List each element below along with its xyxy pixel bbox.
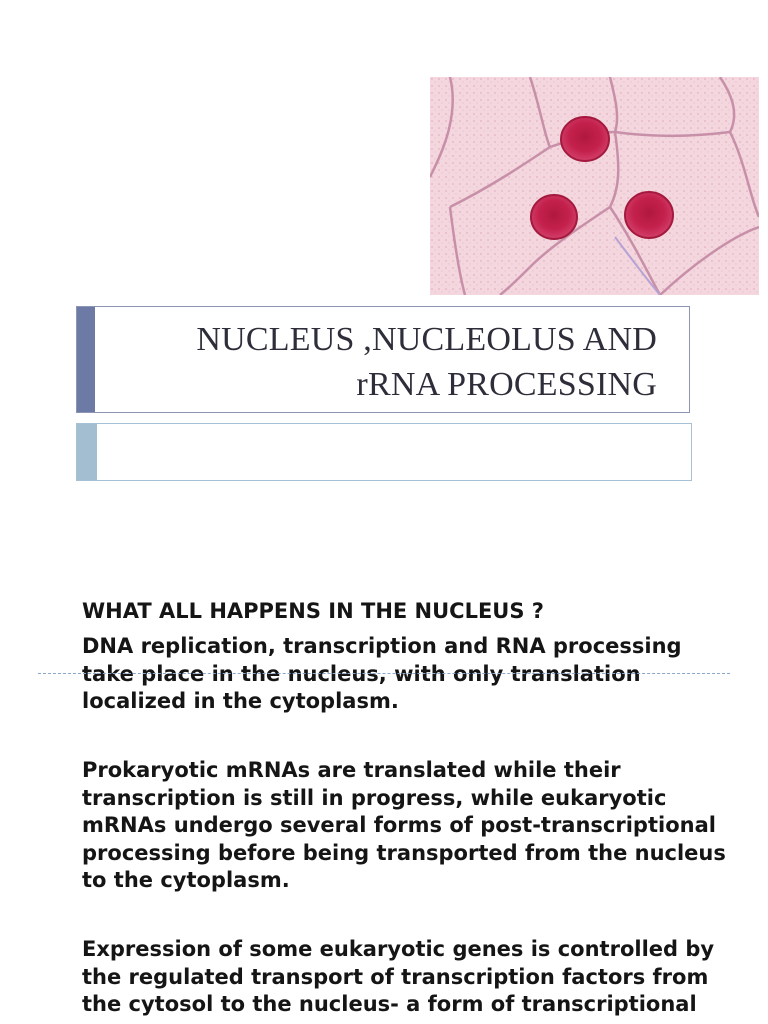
bullet-lead-term: DNA bbox=[82, 634, 134, 658]
bullet-text bbox=[82, 633, 735, 716]
title-accent-bar bbox=[77, 307, 95, 412]
slide-title-line-1: NUCLEUS ,NUCLEOLUS AND bbox=[196, 321, 657, 358]
bullet-lead-term: RNA bbox=[495, 634, 546, 658]
bullet-text: WHAT ALL HAPPENS IN THE NUCLEUS ? bbox=[82, 599, 544, 623]
slide-title-line-2: rRNA PROCESSING bbox=[356, 366, 657, 403]
bullet-text-rest: processing take place in the nucleus, with only translation localized in the cytoplasm. bbox=[82, 634, 682, 713]
title-box bbox=[76, 306, 690, 413]
bullet-text: Prokaryotic mRNAs are translated while their transcription is still in progress, while eukaryotic mRNAs undergo several forms of post-transcriptional processing before being transported from the nucleus to the cytoplasm. bbox=[82, 758, 726, 892]
bullet-item bbox=[55, 757, 735, 895]
bullet-item bbox=[55, 936, 735, 1019]
subtitle-accent-bar bbox=[77, 424, 97, 480]
nucleus-micrograph-image bbox=[430, 77, 759, 295]
slide-title bbox=[196, 317, 657, 407]
content-slide bbox=[0, 512, 768, 1024]
bullet-item bbox=[55, 598, 735, 626]
bullet-text: Expression of some eukaryotic genes is controlled by the regulated transport of transcription factors from the cytosol to the nucleus- a form of transcriptional bbox=[82, 937, 715, 1016]
bullet-text-part: replication, transcription and bbox=[133, 634, 496, 658]
bullet-item bbox=[55, 633, 735, 716]
subtitle-box bbox=[76, 423, 692, 481]
slide-divider bbox=[38, 673, 730, 674]
